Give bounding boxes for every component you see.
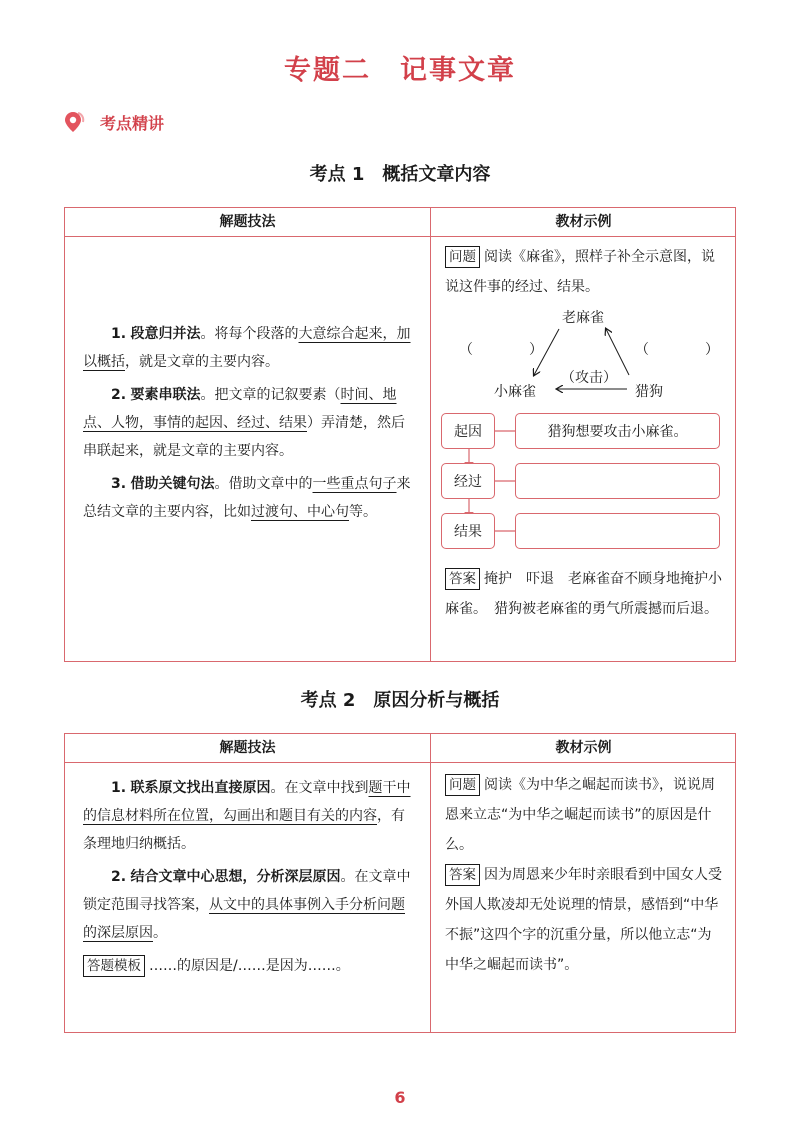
diagram-node-top: 老麻雀	[562, 310, 604, 326]
template-tag: 答题模板	[83, 955, 145, 977]
question-tag: 问题	[445, 246, 480, 268]
flow-label-jingguo: 经过	[441, 463, 495, 499]
diagram-blank-right: （ ）	[635, 342, 719, 358]
kaodian2-answer: 答案 因为周恩来少年时亲眼看到中国女人受外国人欺凌却无处说理的情景，感悟到“中华不振”这四个字的沉重分量，所以他立志“为中华之崛起而读书”。	[445, 860, 725, 980]
flow-label-qiyin: 起因	[441, 413, 495, 449]
section-label: 考点精讲	[100, 114, 165, 133]
kaodian2-table	[64, 733, 736, 1033]
flow-label-jieguo: 结果	[441, 513, 495, 549]
answer-tag: 答案	[445, 568, 480, 590]
page-number: 6	[394, 1088, 406, 1107]
kaodian2-right-header: 教材示例	[555, 740, 612, 756]
method-item: 2. 结合文章中心思想，分析深层原因。在文章中锁定范围寻找答案，从文中的具体事例入手分析问题的深层原因。	[83, 869, 411, 941]
kaodian2-table-header	[65, 734, 735, 763]
kaodian1-answer: 答案 掩护 吓退 老麻雀奋不顾身地掩护小麻雀。 猎狗被老麻雀的勇气所震撼而后退。	[445, 564, 725, 624]
answer-template: 答题模板 ……的原因是/……是因为……。	[83, 952, 413, 980]
method-item: 1. 段意归并法。将每个段落的大意综合起来，加以概括，就是文章的主要内容。	[83, 326, 411, 370]
kaodian2-title: 考点 2 原因分析与概括	[300, 690, 500, 711]
kaodian2-example	[445, 770, 725, 980]
kaodian1-table	[64, 207, 736, 662]
method-item: 1. 联系原文找出直接原因。在文章中找到题干中的信息材料所在位置，勾画出和题目有关的内容，有条理地归纳概括。	[83, 780, 411, 852]
page-title: 专题二 记事文章	[284, 55, 516, 86]
question-tag: 问题	[445, 774, 480, 796]
diagram-node-left: 小麻雀	[494, 384, 536, 400]
kaodian1-title: 考点 1 概括文章内容	[309, 164, 491, 185]
flow-content-jieguo[interactable]	[515, 513, 720, 549]
kaodian1-question: 问题 阅读《麻雀》，照样子补全示意图，说说这件事的经过、结果。	[445, 242, 725, 302]
method-item: 3. 借助关键句法。借助文章中的一些重点句子来总结文章的主要内容，比如过渡句、中心句等。	[83, 476, 411, 520]
kaodian1-methods	[83, 320, 413, 531]
sparrow-diagram	[439, 303, 729, 548]
location-pin-icon	[62, 110, 86, 134]
kaodian1-left-header: 解题技法	[219, 214, 276, 230]
diagram-node-right: 猎狗	[635, 384, 663, 400]
kaodian1-table-header	[65, 208, 735, 237]
answer-tag: 答案	[445, 864, 480, 886]
method-item: 2. 要素串联法。把文章的记叙要素（时间、地点、人物，事情的起因、经过、结果）弄清楚，然后串联起来，就是文章的主要内容。	[83, 387, 405, 459]
diagram-arrow-label: （攻击）	[561, 370, 617, 386]
kaodian2-question: 问题 阅读《为中华之崛起而读书》，说说周恩来立志“为中华之崛起而读书”的原因是什么。	[445, 770, 725, 860]
kaodian1-right-header: 教材示例	[555, 214, 612, 230]
diagram-blank-left: （ ）	[459, 342, 543, 358]
kaodian2-methods	[83, 774, 413, 985]
flow-content-jingguo[interactable]	[515, 463, 720, 499]
kaodian2-left-header: 解题技法	[219, 740, 276, 756]
flow-content-qiyin: 猎狗想要攻击小麻雀。	[515, 413, 720, 449]
